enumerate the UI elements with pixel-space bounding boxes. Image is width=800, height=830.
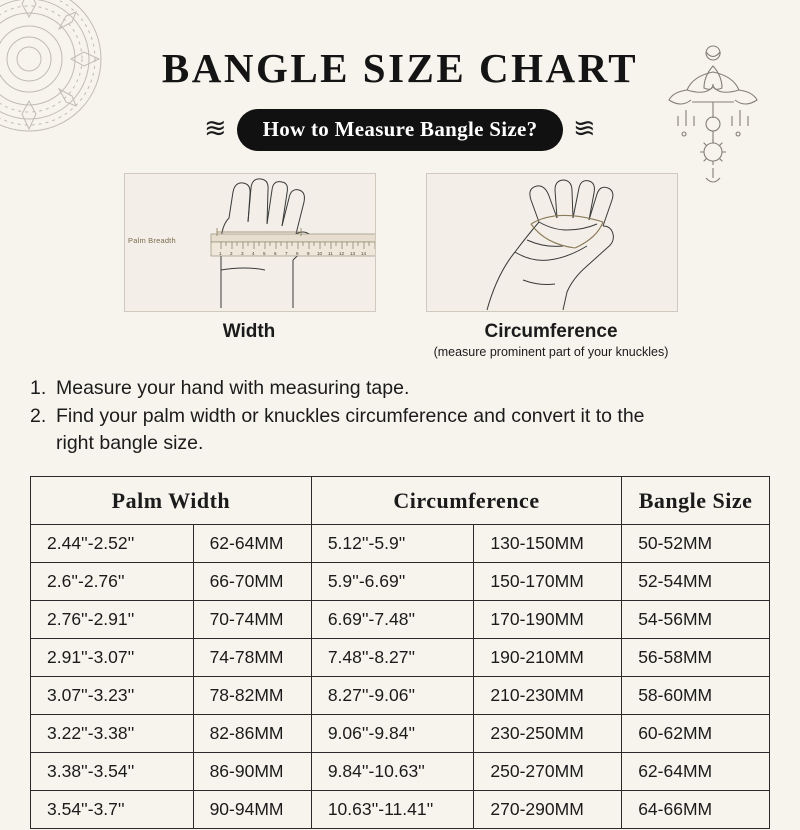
table-cell: 3.54''-3.7'' — [31, 791, 194, 829]
table-cell: 2.91''-3.07'' — [31, 639, 194, 677]
hand-palm-with-ruler-photo — [124, 173, 376, 312]
table-cell: 190-210MM — [474, 639, 622, 677]
table-cell: 230-250MM — [474, 715, 622, 753]
table-cell: 50-52MM — [622, 525, 770, 563]
svg-text:6: 6 — [274, 251, 277, 256]
circumference-illustration-block — [426, 173, 676, 359]
svg-text:3: 3 — [241, 251, 244, 256]
table-cell: 66-70MM — [193, 563, 311, 601]
table-cell: 58-60MM — [622, 677, 770, 715]
table-row — [31, 563, 770, 601]
table-row — [31, 601, 770, 639]
table-cell: 2.6''-2.76'' — [31, 563, 194, 601]
svg-text:13: 13 — [350, 251, 356, 256]
table-cell: 74-78MM — [193, 639, 311, 677]
step-text: Measure your hand with measuring tape. — [56, 377, 410, 399]
table-cell: 62-64MM — [193, 525, 311, 563]
hand-knuckles-measuring-tape-photo — [426, 173, 678, 312]
flourish-right-icon: ≋ — [573, 112, 597, 143]
svg-text:11: 11 — [328, 251, 333, 256]
table-cell: 60-62MM — [622, 715, 770, 753]
table-cell: 2.44''-2.52'' — [31, 525, 194, 563]
svg-text:7: 7 — [285, 251, 288, 256]
step-number: 2. — [30, 404, 47, 427]
svg-text:12: 12 — [339, 251, 345, 256]
table-cell: 70-74MM — [193, 601, 311, 639]
table-cell: 9.06''-9.84'' — [311, 715, 474, 753]
list-item — [30, 375, 770, 403]
table-header-row — [31, 477, 770, 525]
table-cell: 6.69''-7.48'' — [311, 601, 474, 639]
width-illustration-block — [124, 173, 374, 359]
svg-text:1: 1 — [219, 251, 222, 256]
page-title: BANGLE SIZE CHART — [161, 45, 639, 91]
table-row — [31, 639, 770, 677]
table-cell: 150-170MM — [474, 563, 622, 601]
table-cell: 10.63''-11.41'' — [311, 791, 474, 829]
step-text-continued: right bangle size. — [56, 432, 204, 455]
subtitle-row — [0, 109, 800, 151]
table-row — [31, 525, 770, 563]
illustrations-row — [0, 173, 800, 359]
table-row — [31, 715, 770, 753]
table-cell: 5.12''-5.9'' — [311, 525, 474, 563]
table-cell: 3.38''-3.54'' — [31, 753, 194, 791]
svg-text:14: 14 — [361, 251, 367, 256]
svg-text:9: 9 — [307, 251, 310, 256]
table-cell: 54-56MM — [622, 601, 770, 639]
circumference-caption: Circumference — [484, 321, 618, 342]
flourish-left-icon: ≋ — [203, 112, 227, 143]
table-row — [31, 677, 770, 715]
table-cell: 86-90MM — [193, 753, 311, 791]
column-header-palm-width: Palm Width — [31, 477, 312, 525]
step-number: 1. — [30, 377, 47, 399]
table-cell: 210-230MM — [474, 677, 622, 715]
table-cell: 170-190MM — [474, 601, 622, 639]
table-cell: 270-290MM — [474, 791, 622, 829]
table-cell: 78-82MM — [193, 677, 311, 715]
table-cell: 3.07''-3.23'' — [31, 677, 194, 715]
column-header-bangle-size: Bangle Size — [622, 477, 770, 525]
table-cell: 64-66MM — [622, 791, 770, 829]
table-cell: 2.76''-2.91'' — [31, 601, 194, 639]
svg-text:10: 10 — [317, 251, 323, 256]
bangle-size-table — [30, 476, 770, 829]
table-cell: 3.22''-3.38'' — [31, 715, 194, 753]
svg-text:4: 4 — [252, 251, 255, 256]
list-item — [30, 403, 770, 431]
table-cell: 5.9''-6.69'' — [311, 563, 474, 601]
svg-text:5: 5 — [263, 251, 266, 256]
instructions-list — [30, 375, 770, 458]
palm-breadth-label: Palm Breadth — [128, 236, 176, 245]
table-cell: 52-54MM — [622, 563, 770, 601]
table-cell: 9.84''-10.63'' — [311, 753, 474, 791]
column-header-circumference: Circumference — [311, 477, 621, 525]
table-cell: 82-86MM — [193, 715, 311, 753]
table-cell: 8.27''-9.06'' — [311, 677, 474, 715]
step-text: Find your palm width or knuckles circumference and convert it to the — [56, 404, 645, 427]
table-cell: 250-270MM — [474, 753, 622, 791]
table-cell: 62-64MM — [622, 753, 770, 791]
table-row — [31, 753, 770, 791]
table-cell: 7.48''-8.27'' — [311, 639, 474, 677]
svg-text:2: 2 — [230, 251, 233, 256]
table-cell: 130-150MM — [474, 525, 622, 563]
table-cell: 90-94MM — [193, 791, 311, 829]
circumference-sub-caption: (measure prominent part of your knuckles) — [433, 345, 669, 359]
svg-text:8: 8 — [296, 251, 299, 256]
width-caption: Width — [222, 321, 276, 342]
table-row — [31, 791, 770, 829]
subtitle-pill: How to Measure Bangle Size? — [237, 109, 564, 151]
table-cell: 56-58MM — [622, 639, 770, 677]
